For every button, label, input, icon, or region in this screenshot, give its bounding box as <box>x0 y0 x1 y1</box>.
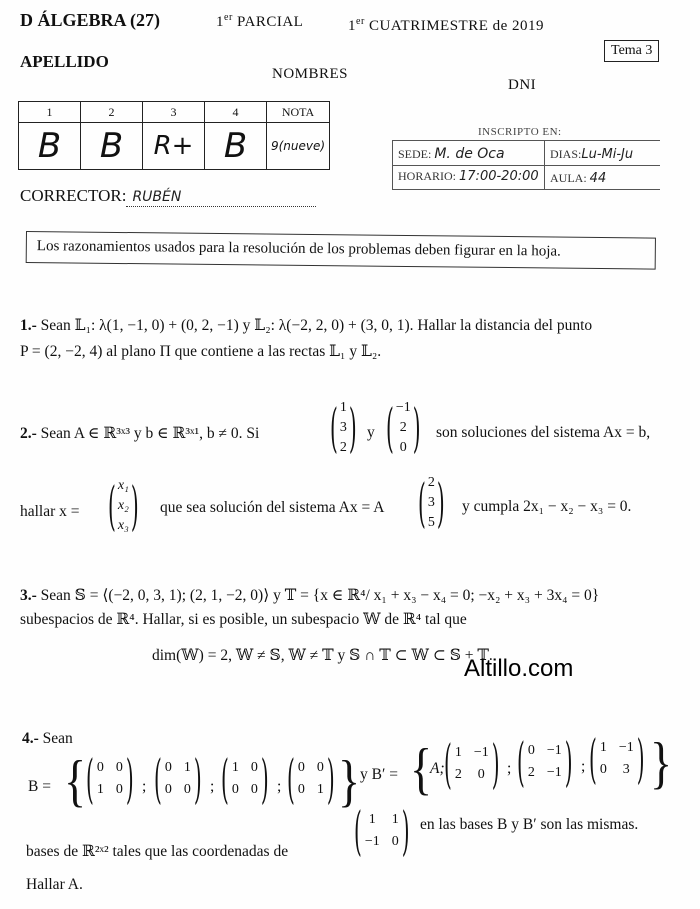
corrector-line <box>20 186 316 207</box>
matrix-entry: 0 <box>599 762 607 777</box>
vector-3-entry: 5 <box>427 515 435 530</box>
grade-value-3: R+ <box>143 123 205 170</box>
problem-2-line-1 <box>20 424 259 443</box>
matrix-entry: 0 <box>297 782 305 797</box>
grade-header-4: 4 <box>205 102 267 123</box>
inscripto-title: INSCRIPTO EN: <box>478 126 562 138</box>
course-title: D ÁLGEBRA (27) <box>20 10 161 30</box>
basis-B-matrix-3: ( 1 0 0 0 ) <box>221 747 269 811</box>
problem-2-intro: Sean A ∈ ℝ³ˣ³ y b ∈ ℝ³ˣ¹, b ≠ 0. Si <box>40 425 260 442</box>
matrix-entry: 0 <box>250 760 258 775</box>
problem-4-hallar: Hallar A. <box>26 876 83 893</box>
grade-header-1: 1 <box>19 102 81 123</box>
problem-1-line-1 <box>20 316 592 335</box>
matrix-entry: 1 <box>599 740 607 755</box>
matrix-entry: 0 <box>391 834 399 849</box>
matrix-entry: −1 <box>546 743 562 758</box>
basis-B-matrix-2: ( 0 1 0 0 ) <box>154 747 202 811</box>
grade-value-1: B <box>19 123 81 170</box>
matrix-entry: −1 <box>618 740 634 755</box>
basis-B-matrix-4: ( 0 0 0 1 ) <box>287 747 335 811</box>
matrix-entry: 1 <box>368 812 376 827</box>
vector-2-entry: 2 <box>399 420 407 435</box>
problem-3-line-3: dim(𝕎) = 2, 𝕎 ≠ 𝕊, 𝕎 ≠ 𝕋 y 𝕊 ∩ 𝕋 ⊂ 𝕎 ⊂ 𝕊 + 𝕋. <box>152 647 493 664</box>
matrix-entry: 0 <box>115 782 123 797</box>
matrix-M: ( 1 1 −1 0 ) <box>354 799 410 863</box>
matrix-entry: 1 <box>454 745 462 760</box>
problem-2-end: y cumpla 2x₁ − x₂ − x₃ = 0. <box>462 498 632 515</box>
vector-2-entry: 0 <box>399 440 407 455</box>
problem-2-number: 2.- <box>20 425 37 442</box>
sep: ; <box>507 760 512 777</box>
matrix-entry: 0 <box>250 782 258 797</box>
grade-header-3: 3 <box>143 102 205 123</box>
problem-4-bases-post: en las bases B y B′ son las mismas. <box>420 816 639 833</box>
matrix-entry: 0 <box>164 782 172 797</box>
aula-value: 44 <box>589 171 607 186</box>
vector-2-entry: −1 <box>395 400 411 415</box>
vector-3-entry: 2 <box>427 475 435 490</box>
basis-Bprime-label: y B′ = <box>360 766 398 783</box>
sep: ; <box>277 778 282 795</box>
matrix-entry: 0 <box>183 782 191 797</box>
problem-2-mid: que sea solución del sistema Ax = A <box>160 499 385 516</box>
apellido-label: APELLIDO <box>20 52 109 71</box>
grade-value-4: B <box>205 123 267 170</box>
vector-3: ( 2 3 5 ) <box>418 471 445 535</box>
grade-header-2: 2 <box>81 102 143 123</box>
cuatrimestre-label <box>348 16 544 35</box>
basis-B-label: B = <box>28 778 51 795</box>
brace-right-B: } <box>338 748 361 813</box>
vector-1-entry: 3 <box>339 420 347 435</box>
basis-Bprime-matrix-2: ( 0 −1 2 −1 ) <box>517 730 573 794</box>
problem-4-number: 4.- <box>22 730 39 747</box>
matrix-entry: 1 <box>316 782 324 797</box>
matrix-entry: 0 <box>527 743 535 758</box>
cuatri-number: 1 <box>348 18 356 34</box>
problem-3-line-1 <box>20 586 599 605</box>
vector-x: ( x₁ x₂ x₃ ) <box>108 474 139 538</box>
problem-1-line-2: P = (2, −2, 4) al plano Π que contiene a las rectas 𝕃₁ y 𝕃₂. <box>20 343 382 360</box>
matrix-entry: 0 <box>96 760 104 775</box>
corrector-value: RUBÉN <box>132 189 182 205</box>
dias-field <box>550 147 633 162</box>
parcial-label <box>216 12 303 31</box>
brace-left-B: { <box>64 748 87 813</box>
vector-1-entry: 1 <box>339 400 347 415</box>
problem-2-y: y <box>367 424 375 441</box>
vector-x-entry: x₃ <box>117 518 129 533</box>
problem-4-line-1 <box>22 730 73 748</box>
grades-table <box>18 101 330 170</box>
sep: ; <box>581 758 586 775</box>
problem-3-number: 3.- <box>20 587 37 604</box>
altillo-watermark: Altillo.com <box>464 655 574 682</box>
problem-3-line-2: subespacios de ℝ⁴. Hallar, si es posible, un subespacio 𝕎 de ℝ⁴ tal que <box>20 611 467 628</box>
matrix-entry: 0 <box>164 760 172 775</box>
problem-2-hallar: hallar x = <box>20 503 80 520</box>
vector-x-entry: x₂ <box>117 498 129 513</box>
grade-value-nota: 9(nueve) <box>267 123 330 170</box>
sede-label: SEDE: <box>398 147 432 161</box>
vector-1: ( 1 3 2 ) <box>330 396 357 460</box>
matrix-entry: −1 <box>473 745 489 760</box>
problem-4-sean: Sean <box>42 730 73 747</box>
dias-label: DIAS: <box>550 147 582 161</box>
problem-2-tail: son soluciones del sistema Ax = b, <box>436 424 651 441</box>
sede-value: M. de Oca <box>434 146 505 162</box>
tema-box: Tema 3 <box>604 40 659 62</box>
basis-Bprime-A: A; <box>430 760 445 777</box>
vector-1-entry: 2 <box>339 440 347 455</box>
aula-field <box>550 171 606 186</box>
parcial-sup: er <box>224 12 233 23</box>
matrix-entry: 1 <box>231 760 239 775</box>
sep: ; <box>142 778 147 795</box>
inscripto-box <box>392 140 660 190</box>
problem-3-text-1: Sean 𝕊 = ⟨(−2, 0, 3, 1); (2, 1, −2, 0)⟩ y 𝕋 = {x ∈ ℝ⁴/ x₁ + x₃ − x₄ = 0; −x₂ + x₃ + 3x₄ = 0} <box>40 587 600 604</box>
brace-left-Bprime: { <box>410 736 433 801</box>
horario-value: 17:00-20:00 <box>459 169 539 184</box>
parcial-number: 1 <box>216 14 224 30</box>
matrix-entry: 3 <box>622 762 630 777</box>
corrector-label: CORRECTOR: <box>20 186 127 205</box>
matrix-entry: −1 <box>546 765 562 780</box>
matrix-entry: 1 <box>391 812 399 827</box>
problem-1-number: 1.- <box>20 317 37 334</box>
aula-label: AULA: <box>550 171 587 185</box>
horario-label: HORARIO: <box>398 169 457 183</box>
problem-4-bases-pre: bases de ℝ²ˣ² tales que las coordenadas de <box>26 843 289 860</box>
vector-3-entry: 3 <box>427 495 435 510</box>
instructions-notice: Los razonamientos usados para la resolución de los problemas deben figurar en la hoja. <box>26 231 656 270</box>
matrix-entry: 2 <box>454 767 462 782</box>
sede-field <box>398 146 505 162</box>
grade-header-nota: NOTA <box>267 102 330 123</box>
horario-field <box>398 169 539 184</box>
vector-x-entry: x₁ <box>117 478 129 493</box>
brace-right-Bprime: } <box>650 730 673 795</box>
matrix-entry: 0 <box>297 760 305 775</box>
matrix-entry: 0 <box>316 760 324 775</box>
matrix-entry: 0 <box>231 782 239 797</box>
matrix-entry: 2 <box>527 765 535 780</box>
basis-Bprime-matrix-1: ( 1 −1 2 0 ) <box>444 732 500 796</box>
dias-value: Lu-Mi-Ju <box>581 147 634 162</box>
matrix-entry: 0 <box>477 767 485 782</box>
matrix-entry: −1 <box>364 834 380 849</box>
grade-value-2: B <box>81 123 143 170</box>
vector-2: ( −1 2 0 ) <box>386 396 421 460</box>
matrix-entry: 0 <box>115 760 123 775</box>
matrix-entry: 1 <box>96 782 104 797</box>
basis-Bprime-matrix-3: ( 1 −1 0 3 ) <box>589 727 645 791</box>
sep: ; <box>210 778 215 795</box>
cuatri-word: CUATRIMESTRE de 2019 <box>369 18 545 34</box>
problem-1-text-1: Sean 𝕃₁: λ(1, −1, 0) + (0, 2, −1) y 𝕃₂: λ(−2, 2, 0) + (3, 0, 1). Hallar la distancia del punto <box>40 317 593 334</box>
basis-B-matrix-1: ( 0 0 1 0 ) <box>86 747 134 811</box>
nombres-label: NOMBRES <box>272 66 349 82</box>
matrix-entry: 1 <box>183 760 191 775</box>
parcial-word: PARCIAL <box>237 14 304 30</box>
cuatri-sup: er <box>356 16 365 27</box>
dni-label: DNI <box>508 77 537 93</box>
